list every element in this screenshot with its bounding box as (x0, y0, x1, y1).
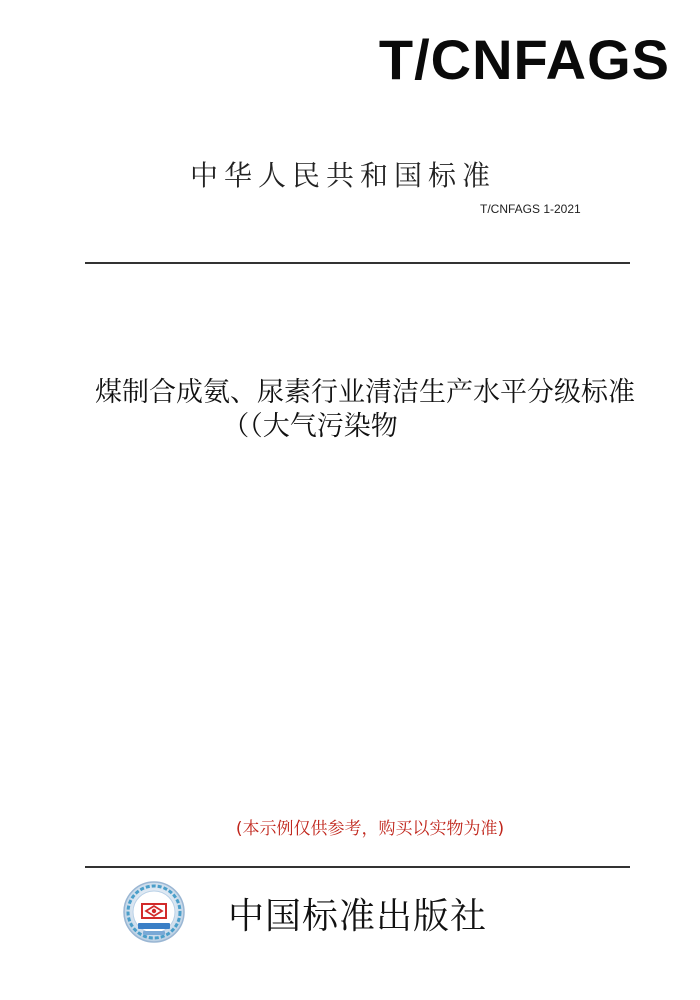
top-divider (85, 262, 630, 264)
publisher-name: 中国标准出版社 (228, 896, 488, 937)
disclaimer-note: (本示例仅供参考，购买以实物为准) (235, 819, 505, 839)
bottom-divider (85, 866, 630, 868)
document-title-line-1: 煤制合成氨、尿素行业清洁生产水平分级标准 (95, 377, 635, 408)
standard-category: 中华人民共和国标准 (190, 159, 497, 192)
standard-code: T/CNFAGS (378, 28, 670, 91)
document-title-line-2: （（大气污染物 (222, 411, 398, 442)
standard-number: T/CNFAGS 1-2021 (480, 202, 581, 216)
publisher-seal-icon (122, 880, 186, 944)
